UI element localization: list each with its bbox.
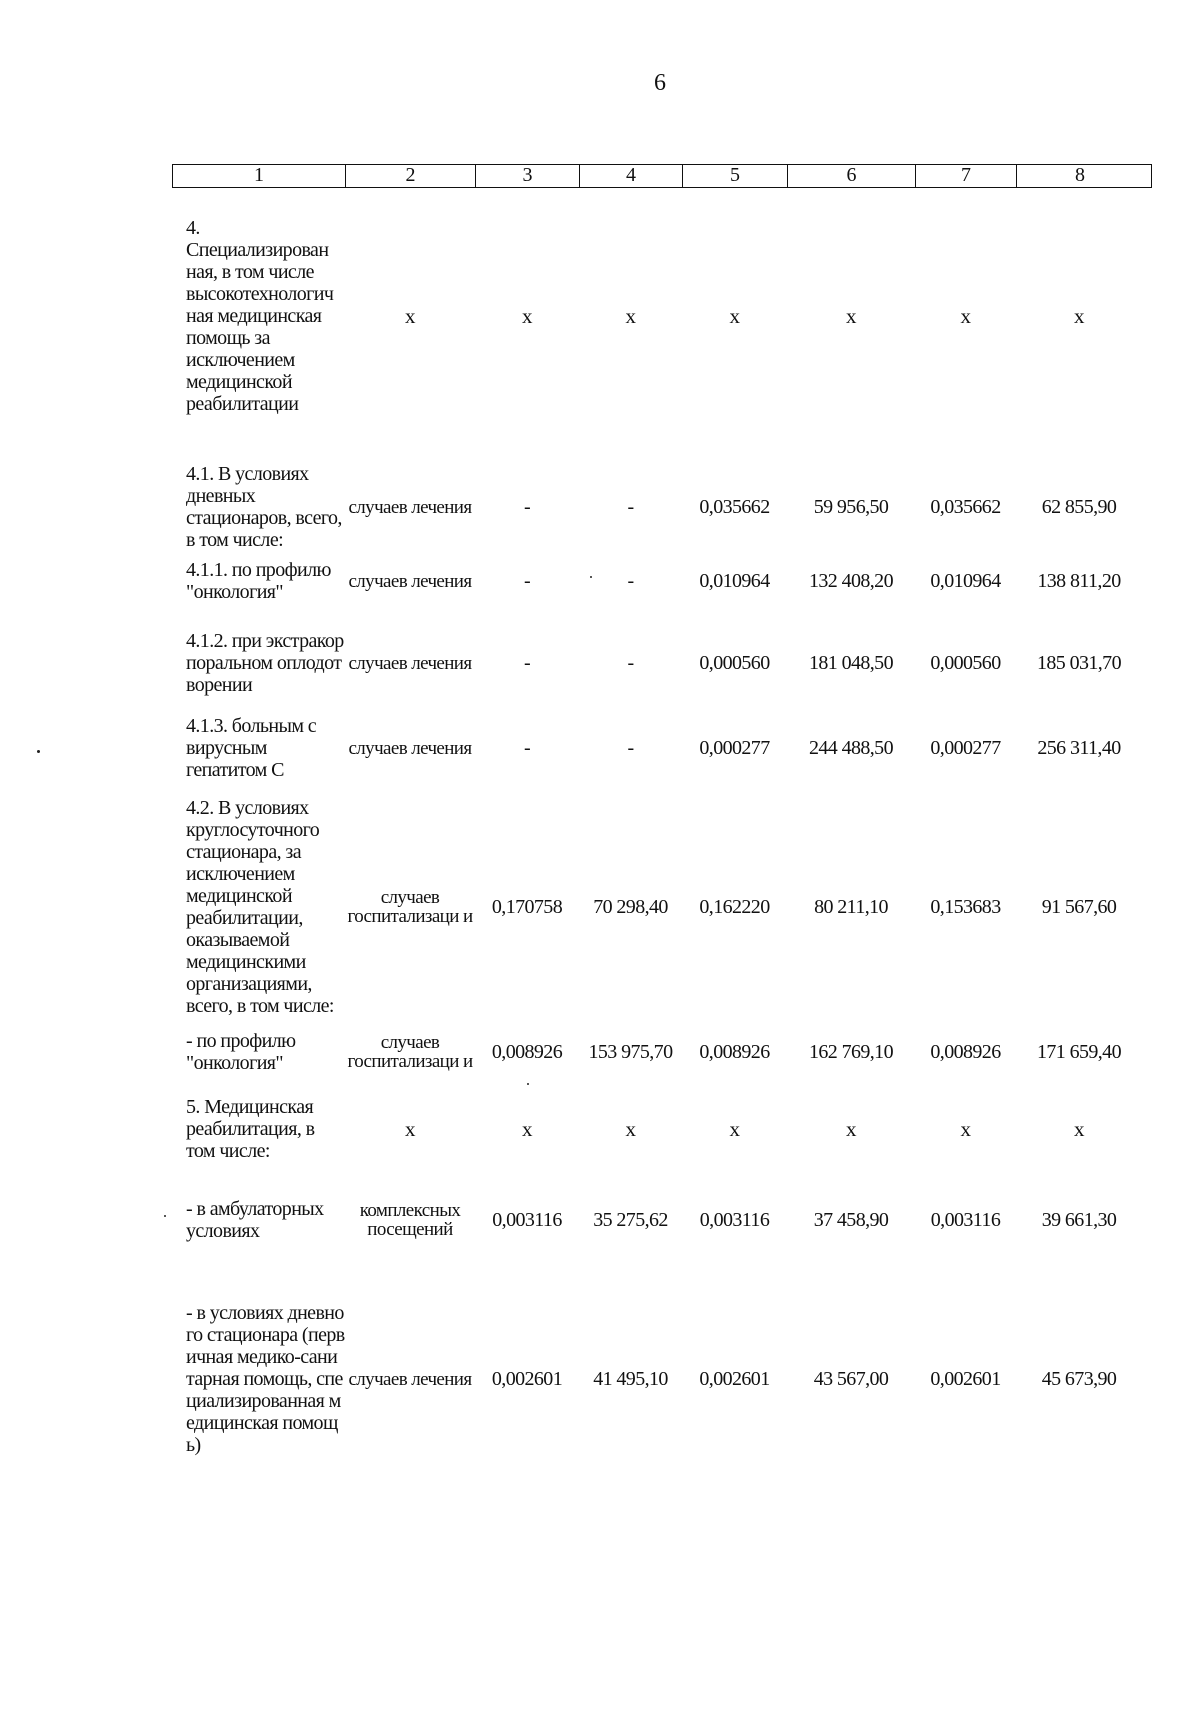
row-name: 4.1.3. больным с вирусным гепатитом С [186, 715, 317, 781]
table-row [172, 1093, 1152, 1165]
row-unit: случаев лечения [348, 496, 472, 518]
row-name: - в условиях дневного стационара (первичная медико-санитарная помощь, специализированная медицинская помощь) [186, 1302, 345, 1456]
row-col-4: 41 495,10 [593, 1367, 668, 1390]
row-col-8: 171 659,40 [1036, 1040, 1121, 1063]
table-row [172, 452, 1152, 562]
row-unit: комплексных посещений [359, 1200, 461, 1240]
row-name: 4.2. В условиях круглосуточного стационара, за исключением медицинской реабилитации, оказываемой медицинскими организациями, всего, в том числе: [186, 797, 334, 1017]
row-unit: случаев госпитализаци и [347, 1032, 473, 1072]
header-col-3: 3 [476, 165, 580, 187]
table-row [172, 628, 1152, 698]
row-col-5: 0,162220 [699, 895, 770, 918]
row-col-4: - [627, 495, 634, 518]
table-row [172, 796, 1152, 1018]
table-row [172, 198, 1152, 434]
row-col-5: 0,000277 [699, 736, 770, 759]
row-col-4: 70 298,40 [593, 895, 668, 918]
row-col-6: 43 567,00 [813, 1367, 889, 1390]
row-col-4: - [627, 736, 634, 759]
row-col-6: 181 048,50 [808, 651, 893, 674]
row-col-6: 244 488,50 [808, 736, 893, 759]
scan-speck [37, 750, 40, 753]
row-col-8: 185 031,70 [1036, 651, 1121, 674]
header-col-4: 4 [580, 165, 683, 187]
row-col-5: 0,035662 [699, 495, 770, 518]
row-col-6: 59 956,50 [813, 495, 889, 518]
row-col-3: 0,003116 [492, 1208, 562, 1231]
row-unit: случаев лечения [348, 570, 472, 592]
row-col-7: 0,000560 [930, 651, 1001, 674]
header-col-7: 7 [916, 165, 1017, 187]
row-col-4: 153 975,70 [588, 1040, 673, 1063]
row-col-7: 0,002601 [930, 1367, 1001, 1390]
table-row [172, 713, 1152, 783]
row-col-3: х [522, 303, 532, 328]
row-col-7: х [960, 1116, 971, 1141]
row-col-3: - [523, 569, 531, 592]
row-col-3: х [522, 1116, 532, 1141]
row-col-3: - [523, 495, 531, 518]
row-name: 4.1. В условиях дневных стационаров, всего, в том числе: [186, 463, 342, 551]
table-header-row [172, 164, 1152, 188]
header-col-5: 5 [683, 165, 788, 187]
row-col-8: 91 567,60 [1041, 895, 1117, 918]
row-col-8: 138 811,20 [1037, 569, 1121, 592]
row-col-6: 80 211,10 [814, 895, 888, 918]
table-row [172, 1268, 1152, 1490]
row-col-6: 162 769,10 [808, 1040, 893, 1063]
row-col-5: 0,003116 [699, 1208, 770, 1231]
scan-speck [164, 1215, 166, 1217]
row-col-5: х [729, 1116, 740, 1141]
row-unit: х [405, 1116, 415, 1141]
row-col-7: 0,000277 [930, 736, 1001, 759]
scan-speck [590, 576, 592, 578]
table-row [172, 556, 1152, 606]
row-col-5: х [729, 303, 740, 328]
row-col-5: 0,008926 [699, 1040, 770, 1063]
row-col-4: - [627, 569, 634, 592]
header-col-6: 6 [788, 165, 916, 187]
row-name: 5. Медицинская реабилитация, в том числе: [186, 1096, 315, 1162]
row-unit: случаев лечения [348, 652, 472, 674]
row-col-8: 62 855,90 [1041, 495, 1117, 518]
row-unit: х [405, 303, 415, 328]
row-col-6: х [846, 1116, 856, 1141]
row-col-3: 0,170758 [491, 895, 563, 918]
header-col-2: 2 [346, 165, 476, 187]
row-col-4: 35 275,62 [593, 1208, 668, 1231]
row-col-7: х [960, 303, 971, 328]
row-name: - в амбулаторных условиях [186, 1198, 324, 1242]
header-col-8: 8 [1075, 164, 1085, 186]
row-unit: случаев лечения [348, 737, 472, 759]
page-number: 6 [654, 70, 666, 96]
row-name: - по профилю "онкология" [186, 1030, 296, 1074]
row-col-8: х [1074, 1116, 1084, 1141]
row-col-8: 45 673,90 [1041, 1367, 1117, 1390]
row-col-7: 0,010964 [930, 569, 1001, 592]
row-unit: случаев госпитализаци и [347, 887, 473, 927]
row-col-3: 0,008926 [491, 1040, 563, 1063]
row-name: 4. Специализирован ная, в том числе высокотехнологич ная медицинская помощь за исключением медицинской реабилитации [186, 217, 334, 415]
row-col-3: - [523, 736, 531, 759]
row-col-6: 37 458,90 [813, 1208, 889, 1231]
row-col-5: 0,000560 [699, 651, 770, 674]
row-col-5: 0,002601 [699, 1367, 770, 1390]
row-name: 4.1.1. по профилю "онкология" [186, 559, 331, 603]
table-row [172, 1196, 1152, 1244]
row-col-8: 39 661,30 [1041, 1208, 1117, 1231]
row-col-4: х [625, 1116, 636, 1141]
row-name: 4.1.2. при экстракорпоральном оплодотворении [186, 630, 344, 696]
row-col-7: 0,153683 [930, 895, 1001, 918]
row-col-3: 0,002601 [491, 1367, 563, 1390]
row-col-7: 0,008926 [930, 1040, 1001, 1063]
row-col-6: х [846, 303, 856, 328]
row-col-6: 132 408,20 [808, 569, 893, 592]
row-col-5: 0,010964 [699, 569, 770, 592]
row-col-4: - [627, 651, 634, 674]
header-col-1: 1 [173, 165, 346, 187]
row-col-3: - [523, 651, 531, 674]
row-col-4: х [625, 303, 636, 328]
row-col-8: 256 311,40 [1037, 736, 1121, 759]
row-col-8: х [1074, 303, 1084, 328]
scan-speck [527, 1083, 529, 1085]
table-row [172, 1020, 1152, 1084]
row-col-7: 0,035662 [930, 495, 1001, 518]
row-unit: случаев лечения [348, 1368, 472, 1390]
row-col-7: 0,003116 [930, 1208, 1001, 1231]
